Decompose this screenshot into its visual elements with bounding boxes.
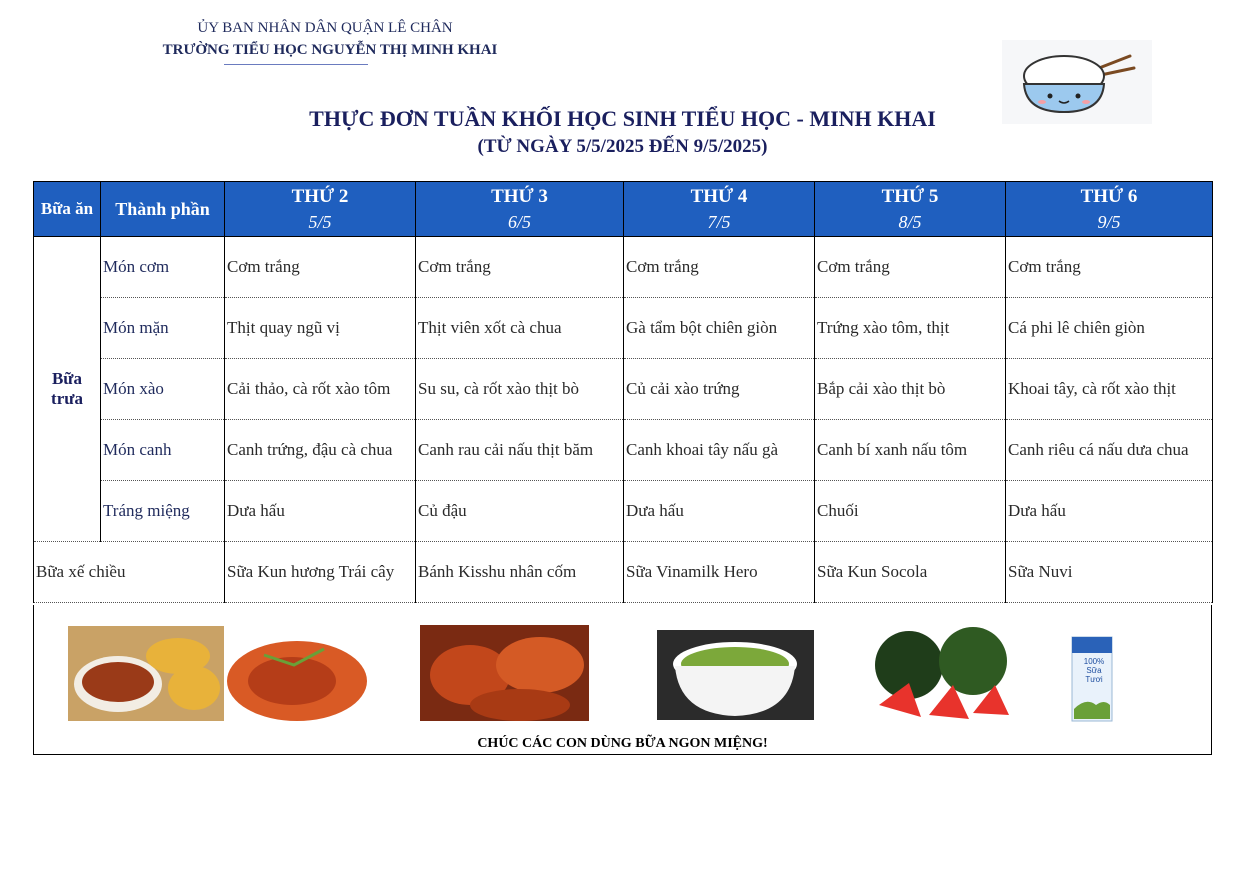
- dish-cell: Cơm trắng: [815, 237, 1006, 298]
- food-photos-strip: [33, 605, 1212, 755]
- header-day-thu: [815, 182, 1006, 237]
- dish-cell: Canh trứng, đậu cà chua: [225, 420, 416, 481]
- table-row: [34, 420, 1213, 481]
- header-day-mon: [225, 182, 416, 237]
- watermelon-photo: [869, 625, 1015, 725]
- dish-cell: Canh khoai tây nấu gà: [624, 420, 815, 481]
- day-label: THỨ 3: [491, 185, 548, 207]
- table-row: [34, 298, 1213, 359]
- day-date: 5/5: [308, 211, 332, 232]
- dish-cell: Canh bí xanh nấu tôm: [815, 420, 1006, 481]
- closing-wish: CHÚC CÁC CON DÙNG BỮA NGON MIỆNG!: [477, 736, 768, 751]
- day-label: THỨ 6: [1080, 185, 1138, 207]
- dish-cell: Thịt viên xốt cà chua: [416, 298, 624, 359]
- dish-cell: Sữa Vinamilk Hero: [624, 542, 815, 603]
- day-date: 9/5: [1097, 211, 1121, 232]
- snack-label: Bữa xế chiều: [34, 542, 225, 603]
- menu-date-range: (TỪ NGÀY 5/5/2025 ĐẾN 9/5/2025): [477, 136, 768, 157]
- soup-bowl-photo: [657, 630, 814, 720]
- day-date: 8/5: [898, 211, 922, 232]
- component-label: Món canh: [101, 420, 225, 481]
- day-label: THỨ 5: [881, 185, 939, 207]
- component-label: Món mặn: [101, 298, 225, 359]
- fish-sauce-photo: [224, 625, 370, 727]
- school-name: TRƯỜNG TIỂU HỌC NGUYỄN THỊ MINH KHAI: [162, 42, 498, 58]
- dish-cell: Củ cải xào trứng: [624, 359, 815, 420]
- table-row: [34, 359, 1213, 420]
- dish-cell: Sữa Kun Socola: [815, 542, 1006, 603]
- dish-cell: Cá phi lê chiên giòn: [1006, 298, 1213, 359]
- stew-bread-photo: [68, 626, 224, 721]
- dish-cell: Cơm trắng: [225, 237, 416, 298]
- header-day-wed: [624, 182, 815, 237]
- component-label: Tráng miệng: [101, 481, 225, 542]
- milk-box-label: 100% Sữa Tươi: [1083, 657, 1105, 684]
- dish-cell: Khoai tây, cà rốt xào thịt: [1006, 359, 1213, 420]
- day-date: 6/5: [507, 211, 531, 232]
- weekly-menu-table: [33, 181, 1213, 603]
- header-day-tue: [416, 182, 624, 237]
- dish-cell: Bắp cải xào thịt bò: [815, 359, 1006, 420]
- lunch-label: Bữa trưa: [34, 237, 101, 542]
- table-row: [34, 542, 1213, 603]
- dish-cell: Thịt quay ngũ vị: [225, 298, 416, 359]
- menu-title: THỰC ĐƠN TUẦN KHỐI HỌC SINH TIỂU HỌC - MINH KHAI: [309, 106, 936, 131]
- dish-cell: Cơm trắng: [624, 237, 815, 298]
- table-row: [34, 237, 1213, 298]
- header-component: Thành phần: [101, 182, 225, 237]
- dish-cell: Dưa hấu: [1006, 481, 1213, 542]
- day-label: THỨ 2: [291, 185, 349, 207]
- dish-cell: Cải thảo, cà rốt xào tôm: [225, 359, 416, 420]
- table-row: [34, 481, 1213, 542]
- dish-cell: Su su, cà rốt xào thịt bò: [416, 359, 624, 420]
- dish-cell: Củ đậu: [416, 481, 624, 542]
- dish-cell: Trứng xào tôm, thịt: [815, 298, 1006, 359]
- component-label: Món xào: [101, 359, 225, 420]
- component-label: Món cơm: [101, 237, 225, 298]
- day-label: THỨ 4: [690, 185, 748, 207]
- braised-meat-photo: [420, 625, 589, 721]
- dish-cell: Cơm trắng: [416, 237, 624, 298]
- dish-cell: Bánh Kisshu nhân cốm: [416, 542, 624, 603]
- dish-cell: Cơm trắng: [1006, 237, 1213, 298]
- header-meal: Bữa ăn: [34, 182, 101, 237]
- dish-cell: Dưa hấu: [225, 481, 416, 542]
- header-divider: [224, 64, 368, 65]
- header-day-fri: [1006, 182, 1213, 237]
- dish-cell: Chuối: [815, 481, 1006, 542]
- milk-box-photo: [1066, 631, 1118, 723]
- dish-cell: Dưa hấu: [624, 481, 815, 542]
- district-name: ỦY BAN NHÂN DÂN QUẬN LÊ CHÂN: [197, 20, 453, 36]
- day-date: 7/5: [707, 211, 731, 232]
- dish-cell: Sữa Kun hương Trái cây: [225, 542, 416, 603]
- dish-cell: Gà tẩm bột chiên giòn: [624, 298, 815, 359]
- dish-cell: Sữa Nuvi: [1006, 542, 1213, 603]
- dish-cell: Canh riêu cá nấu dưa chua: [1006, 420, 1213, 481]
- dish-cell: Canh rau cải nấu thịt băm: [416, 420, 624, 481]
